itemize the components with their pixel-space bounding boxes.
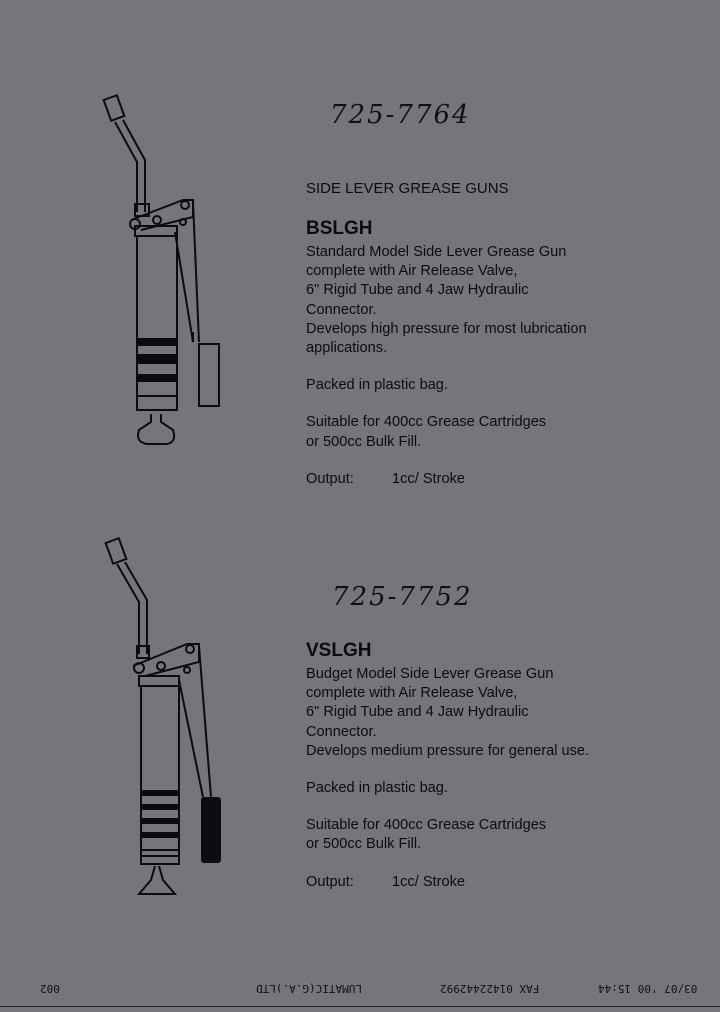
output-label: Output: xyxy=(306,873,354,890)
suitability-line: or 500cc Bulk Fill. xyxy=(306,433,422,450)
grease-gun-budget-illustration xyxy=(95,532,235,902)
fax-header xyxy=(0,976,720,1012)
model-code-2: VSLGH xyxy=(306,640,372,661)
model-code-1: BSLGH xyxy=(306,218,373,239)
product-1-details xyxy=(306,243,587,489)
output-row xyxy=(306,470,587,489)
part-number-2: 725-7752 xyxy=(332,582,473,612)
section-title: SIDE LEVER GREASE GUNS xyxy=(306,180,509,197)
description-line: Budget Model Side Lever Grease Gun xyxy=(306,666,554,682)
divider xyxy=(0,1006,720,1007)
fax-company: LUMATIC(G.A.)LTD xyxy=(256,982,362,995)
description-line: 6" Rigid Tube and 4 Jaw Hydraulic xyxy=(306,704,529,721)
part-number-1: 725-7764 xyxy=(330,100,471,130)
description-line: complete with Air Release Valve, xyxy=(306,685,518,702)
packing-info: Packed in plastic bag. xyxy=(306,377,448,394)
description-line: complete with Air Release Valve, xyxy=(306,263,518,280)
description-line: 6" Rigid Tube and 4 Jaw Hydraulic xyxy=(306,282,529,299)
suitability-line: or 500cc Bulk Fill. xyxy=(306,836,422,853)
description-line: Develops medium pressure for general use. xyxy=(306,742,590,759)
description-line: Standard Model Side Lever Grease Gun xyxy=(306,244,567,260)
output-value: 1cc/ Stroke xyxy=(392,873,465,890)
suitability-line: Suitable for 400cc Grease Cartridges xyxy=(306,414,547,431)
fax-page-number: 002 xyxy=(40,982,60,995)
product-2-details xyxy=(306,665,589,892)
packing-info: Packed in plastic bag. xyxy=(306,780,448,797)
description-line: Connector. xyxy=(306,301,377,318)
description-line: Connector. xyxy=(306,723,377,740)
description-line: applications. xyxy=(306,340,388,357)
description-line: Develops high pressure for most lubrication xyxy=(306,320,587,337)
fax-datetime: 03/07 '00 15:44 xyxy=(598,982,698,995)
output-value: 1cc/ Stroke xyxy=(392,470,465,487)
output-label: Output: xyxy=(306,470,354,487)
suitability-line: Suitable for 400cc Grease Cartridges xyxy=(306,817,547,834)
output-row xyxy=(306,873,589,892)
grease-gun-standard-illustration xyxy=(95,92,235,452)
fax-number: FAX 01422442992 xyxy=(440,982,540,995)
